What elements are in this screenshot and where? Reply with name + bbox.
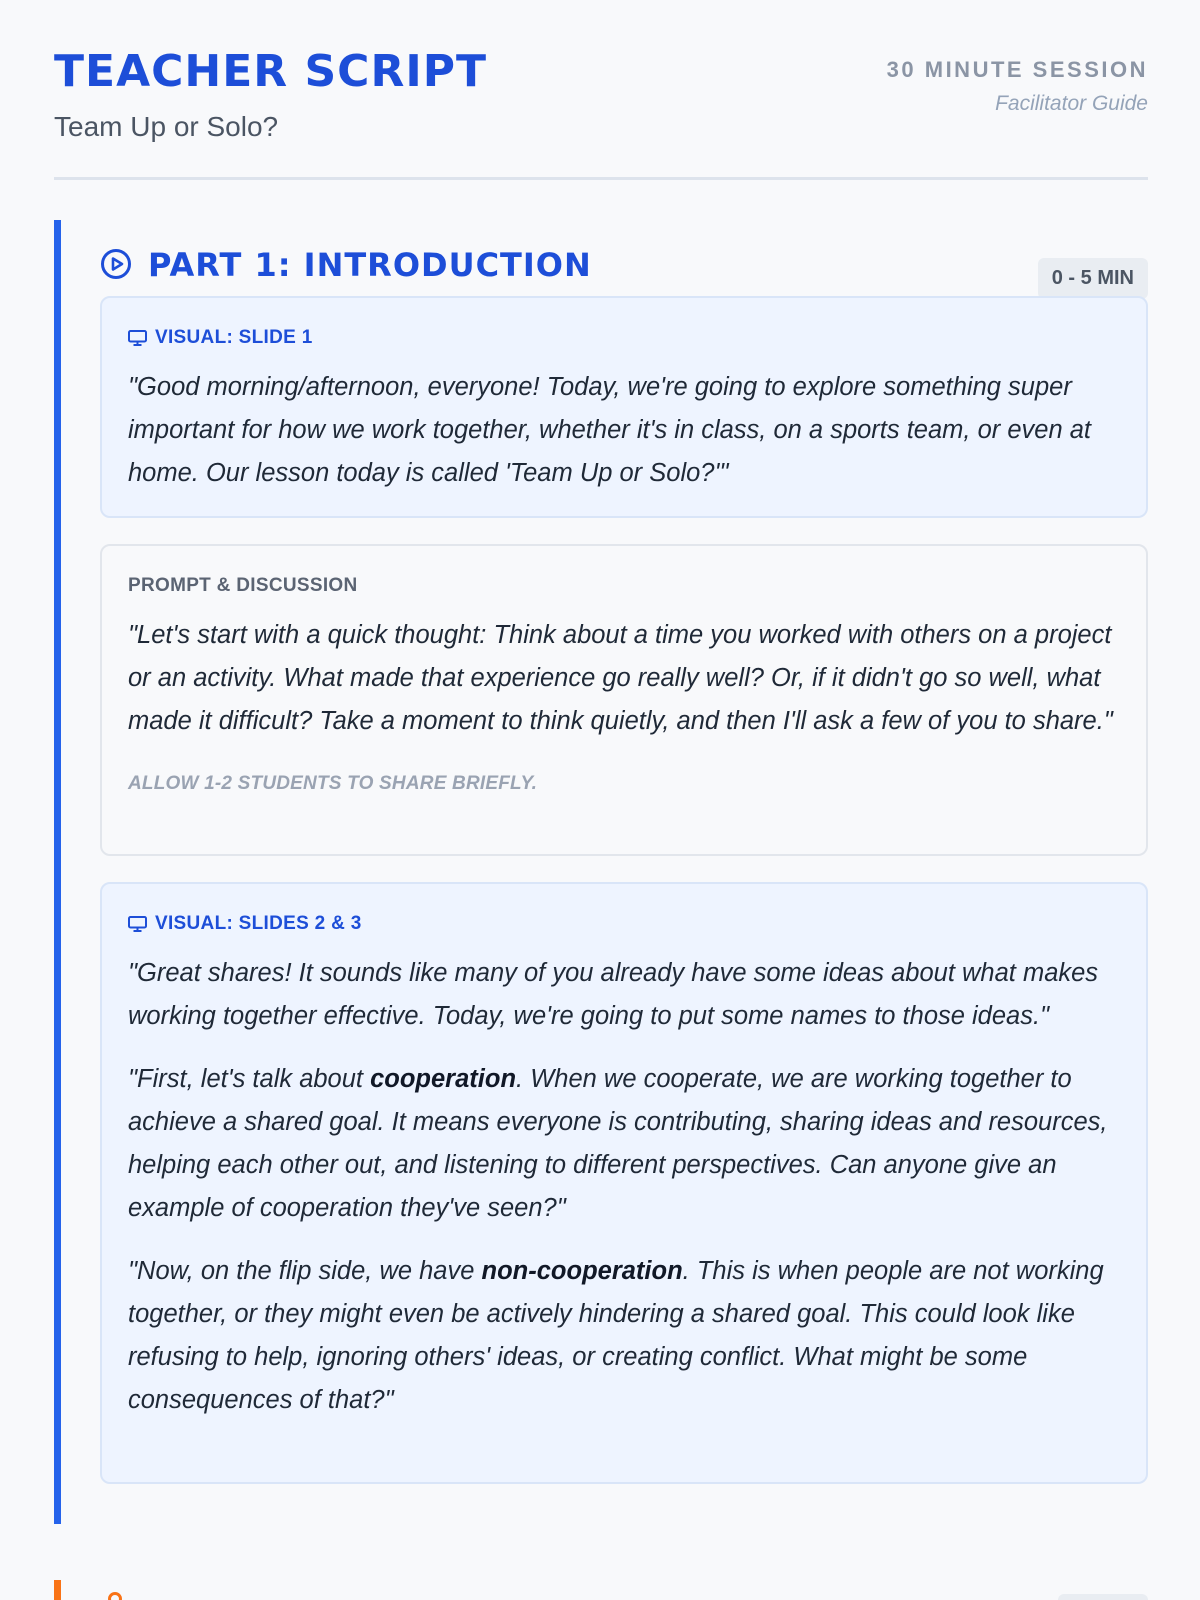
page-header bbox=[54, 0, 1148, 180]
script-quote: "Good morning/afternoon, everyone! Today, we're going to explore something super important for how we work together, whether it's in class, on a sports team, or even at home. Our lesson today is called 'Team Up or Solo?'" bbox=[128, 373, 1091, 487]
visual-card-slides-2-3 bbox=[100, 882, 1148, 1484]
term-non-cooperation: non-cooperation bbox=[481, 1257, 683, 1285]
monitor-icon bbox=[128, 330, 147, 346]
next-section-time-badge bbox=[1058, 1594, 1148, 1600]
monitor-icon bbox=[128, 916, 147, 932]
card-label bbox=[128, 574, 1120, 598]
facilitator-note: ALLOW 1-2 STUDENTS TO SHARE BRIEFLY. bbox=[128, 773, 538, 794]
card-label bbox=[128, 912, 1120, 936]
script-quote-non-cooperation: "Now, on the flip side, we have non-cooperation. This is when people are not working together, or they might even be actively hindering a shared goal. This could look like refusing to help, ignoring others' ideas, or creating conflict. What might be some consequences of that?" bbox=[128, 1257, 1104, 1414]
script-quote: "Great shares! It sounds like many of you already have some ideas about what makes working together effective. Today, we're going to put some names to those ideas." bbox=[128, 959, 1099, 1030]
play-circle-icon bbox=[100, 248, 132, 280]
card-label-text: PROMPT & DISCUSSION bbox=[128, 575, 358, 596]
teacher-script-page bbox=[54, 0, 1148, 1414]
term-cooperation: cooperation bbox=[370, 1065, 517, 1093]
next-section-accent-bar bbox=[54, 1580, 61, 1600]
visual-card-slide-1 bbox=[100, 296, 1148, 518]
lesson-subtitle: Team Up or Solo? bbox=[54, 111, 279, 142]
prompt-discussion-card bbox=[100, 544, 1148, 856]
section-accent-bar bbox=[54, 220, 61, 1524]
guide-label: Facilitator Guide bbox=[995, 92, 1148, 115]
section-header bbox=[100, 240, 1148, 288]
section-title: PART 1: INTRODUCTION bbox=[148, 246, 592, 284]
page-title: TEACHER SCRIPT bbox=[54, 46, 487, 97]
time-badge: 0 - 5 MIN bbox=[1038, 258, 1148, 299]
script-quote: "Let's start with a quick thought: Think about a time you worked with others on a project or an activity. What made that experience go really well? Or, if it didn't go so well, what made it difficult? Take a moment to think quietly, and then I'll ask a few of you to share." bbox=[128, 621, 1113, 735]
card-label-text: VISUAL: SLIDES 2 & 3 bbox=[155, 913, 362, 934]
script-quote-cooperation: "First, let's talk about cooperation. When we cooperate, we are working together to achieve a shared goal. It means everyone is contributing, sharing ideas and resources, helping each other out, and listening to different perspectives. Can anyone give an example of cooperation they've seen?" bbox=[128, 1065, 1108, 1222]
card-label-text: VISUAL: SLIDE 1 bbox=[155, 327, 313, 348]
session-length: 30 MINUTE SESSION bbox=[886, 57, 1148, 82]
part-1-section bbox=[54, 220, 1148, 1524]
next-section-icon bbox=[108, 1592, 122, 1600]
card-label bbox=[128, 326, 1120, 350]
